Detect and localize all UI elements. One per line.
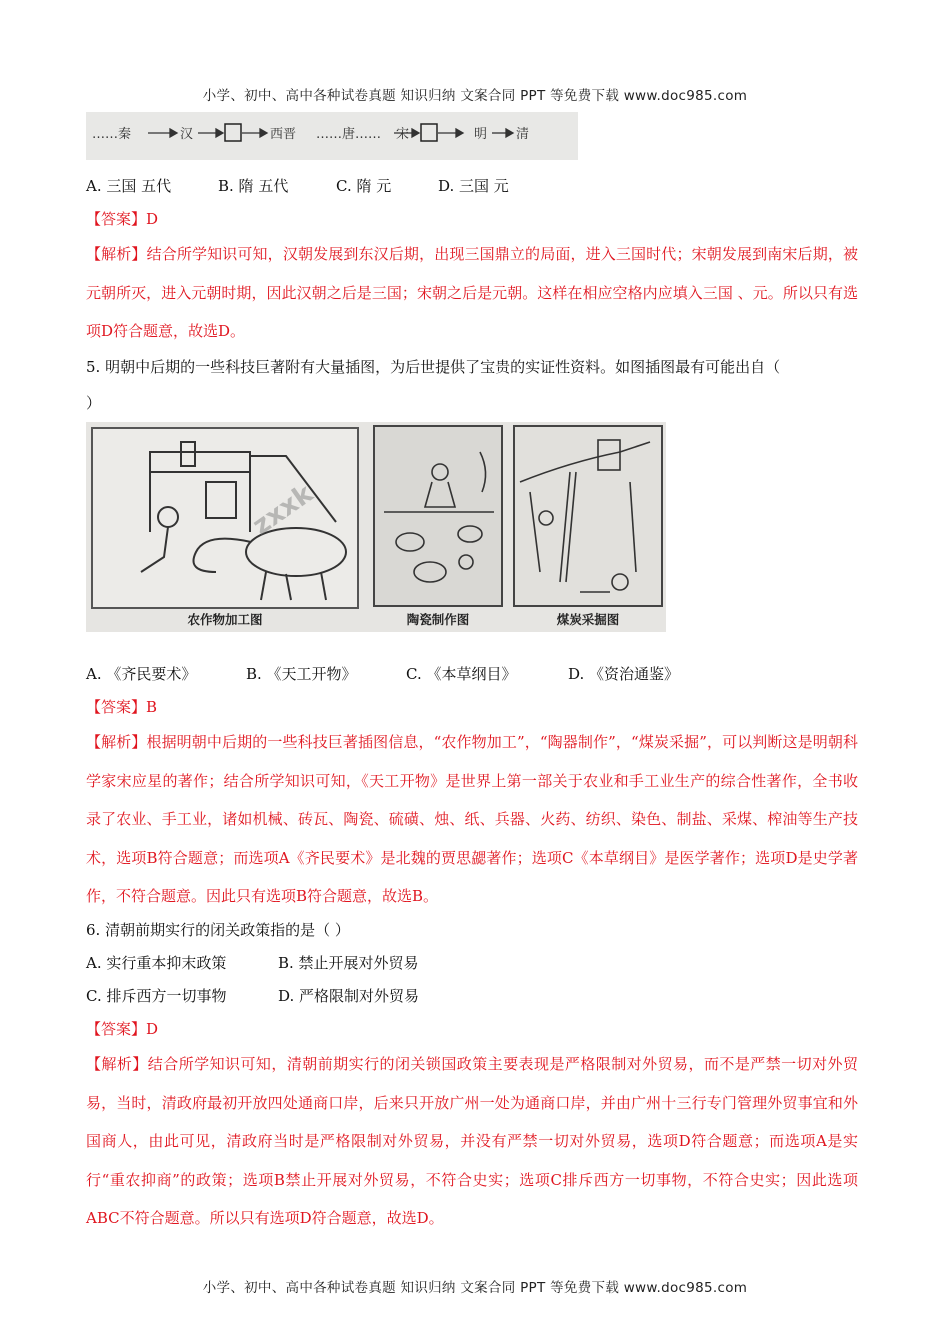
q6-option-c: C. 排斥西方一切事物 xyxy=(86,987,227,1005)
ceramics-drawing xyxy=(370,422,506,612)
q5-analysis xyxy=(86,723,858,916)
q4-option-b: B. 隋 五代 xyxy=(218,177,289,195)
q6-analysis-tag: 【解析】 xyxy=(86,1055,148,1073)
timeline-tang: ……唐…… xyxy=(316,127,382,142)
q5-stem-cont: ） xyxy=(86,394,102,412)
q6-analysis-text: 结合所学知识可知，清朝前期实行的闭关锁国政策主要表现是严格限制对外贸易，而不是严禁一切对外贸易，当时，清政府最初开放四处通商口岸，后来只开放广州一处为通商口岸，并由广州十三行专门管理外贸事宜和外国商人，由此可见，清政府当时是严格限制对外贸易，并没有严禁一切对外贸易，选项D符合题意；而选项A是实行“重农抑商”的政策；选项B禁止开展对外贸易，不符合史实；选项C排斥西方一切事物，不符合史实；因此选项ABC不符合题意。所以只有选项D符合题意，故选D。 xyxy=(86,1055,858,1227)
q6-option-a: A. 实行重本抑末政策 xyxy=(86,954,227,972)
q4-analysis-tag: 【解析】 xyxy=(86,245,147,263)
timeline-ming: 明 xyxy=(474,127,488,142)
q4-option-a: A. 三国 五代 xyxy=(86,177,172,195)
timeline-song: 宋 xyxy=(396,127,410,142)
q4-analysis-text: 结合所学知识可知，汉朝发展到东汉后期，出现三国鼎立的局面，进入三国时代；宋朝发展到南宋后期，被元朝所灭，进入元朝时期，因此汉朝之后是三国；宋朝之后是元朝。这样在相应空格内应填入三国 、元。所以只有选项D符合题意，故选D。 xyxy=(86,245,858,340)
q4-analysis xyxy=(86,235,858,351)
q4-option-d: D. 三国 元 xyxy=(438,177,509,195)
q6-answer-value: D xyxy=(146,1020,159,1038)
q5-answer-value: B xyxy=(146,698,158,716)
q5-stem: 5. 明朝中后期的一些科技巨著附有大量插图，为后世提供了宝贵的实证性资料。如图插图最有可能出自（ xyxy=(86,358,781,376)
q6-options-row2 xyxy=(86,986,866,1006)
caption-ceramics: 陶瓷制作图 xyxy=(406,612,470,627)
q5-option-b: B. 《天工开物》 xyxy=(246,665,357,683)
q6-stem: 6. 清朝前期实行的闭关政策指的是（ ） xyxy=(86,921,350,939)
page-footer: 小学、初中、高中各种试卷真题 知识归纳 文案合同 PPT 等免费下载 www.doc985.com xyxy=(202,1280,748,1296)
q5-answer xyxy=(86,697,866,717)
timeline-qing: 清 xyxy=(516,127,530,142)
caption-agriculture: 农作物加工图 xyxy=(187,612,263,627)
caption-coal-mining: 煤炭采掘图 xyxy=(556,612,620,627)
dynasty-timeline-figure xyxy=(86,112,578,160)
q4-option-c: C. 隋 元 xyxy=(336,177,392,195)
q5-options xyxy=(86,664,866,684)
q4-options xyxy=(86,176,866,196)
q6-answer xyxy=(86,1019,866,1039)
coal-mining-drawing xyxy=(510,422,666,612)
q4-answer-tag: 【答案】 xyxy=(86,210,147,228)
timeline-han: 汉 xyxy=(180,127,194,142)
q5-analysis-tag: 【解析】 xyxy=(86,733,147,751)
q6-option-b: B. 禁止开展对外贸易 xyxy=(278,954,419,972)
q5-answer-tag: 【答案】 xyxy=(86,698,147,716)
q6-option-d: D. 严格限制对外贸易 xyxy=(278,987,420,1005)
q5-analysis-text: 根据明朝中后期的一些科技巨著插图信息，“农作物加工”，“陶器制作”，“煤炭采掘”，可以判断这是明朝科学家宋应星的著作；结合所学知识可知，《天工开物》是世界上第一部关于农业和手工业生产的综合性著作，全书收录了农业、手工业，诸如机械、砖瓦、陶瓷、硫磺、烛、纸、兵器、火药、纺织、染色、制盐、采煤、榨油等生产技术，选项B符合题意；而选项A《齐民要术》是北魏的贾思勰著作；选项C《本草纲目》是医学著作；选项D是史学著作，不符合题意。因此只有选项B符合题意，故选B。 xyxy=(86,733,858,905)
agriculture-drawing xyxy=(86,422,364,612)
panel-ceramics xyxy=(370,422,506,632)
page-header: 小学、初中、高中各种试卷真题 知识归纳 文案合同 PPT 等免费下载 www.doc985.com xyxy=(202,88,748,104)
q5-option-d: D. 《资治通鉴》 xyxy=(568,665,680,683)
watermark: zxxk xyxy=(247,478,319,542)
q6-options-row1 xyxy=(86,953,866,973)
timeline-qin: ……秦 xyxy=(92,127,132,142)
q5-option-a: A. 《齐民要术》 xyxy=(86,665,197,683)
timeline-arrows xyxy=(86,112,578,160)
q6-analysis xyxy=(86,1045,858,1238)
q5-option-c: C. 《本草纲目》 xyxy=(406,665,517,683)
timeline-xijin: 西晋 xyxy=(270,127,297,142)
panel-coal-mining xyxy=(510,422,666,632)
q5-illustration xyxy=(86,422,666,632)
q4-answer xyxy=(86,209,866,229)
panel-agriculture xyxy=(86,422,364,632)
q4-answer-value: D xyxy=(146,210,159,228)
q6-answer-tag: 【答案】 xyxy=(86,1020,147,1038)
